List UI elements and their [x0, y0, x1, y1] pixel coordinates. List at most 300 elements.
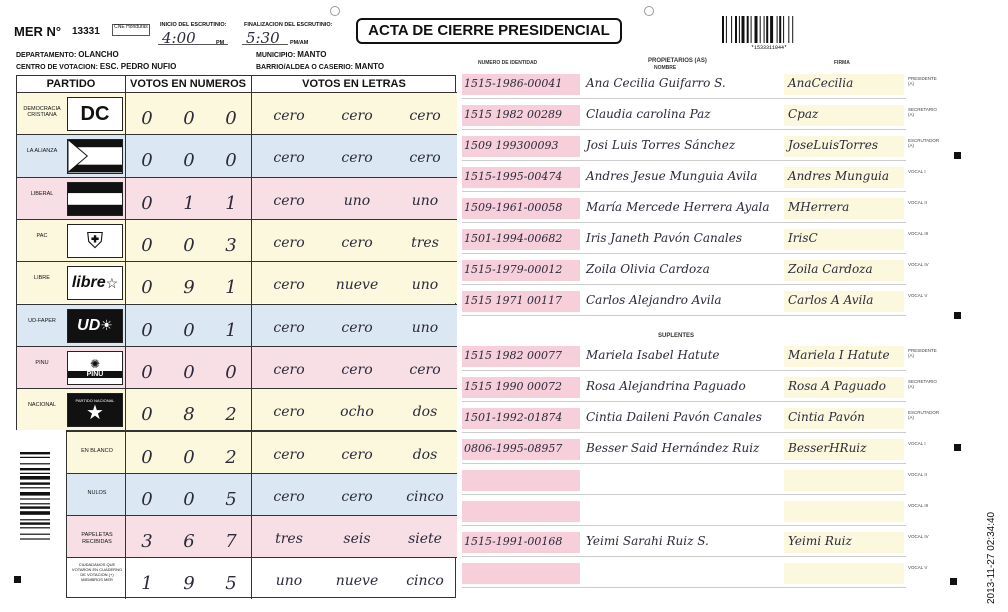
- vote-digit: 0: [225, 108, 237, 130]
- summary-digit: 9: [183, 573, 195, 594]
- propietarios-header: PROPIETARIOS (AS): [648, 58, 707, 64]
- party-name: LIBERAL: [30, 190, 54, 197]
- id-number: 0806-1995-08957: [464, 442, 563, 455]
- name-cell: [584, 167, 784, 188]
- party-row: [17, 346, 457, 388]
- barcode-bar: [20, 538, 50, 539]
- vote-word: cero: [341, 108, 373, 125]
- id-number: 1501-1992-01874: [464, 411, 563, 424]
- vote-digit: 0: [141, 150, 153, 172]
- barcode-bar: [20, 506, 50, 508]
- official-role: VOCAL II: [908, 200, 927, 205]
- sig-header: FIRMA: [834, 60, 850, 66]
- cne-logo: [112, 24, 150, 36]
- col-divider: [125, 431, 126, 599]
- vote-word: uno: [411, 319, 439, 336]
- vote-word: cero: [341, 235, 373, 252]
- id-number: 1509-1961-00058: [464, 201, 563, 214]
- row-line: [462, 463, 906, 464]
- vote-digit: 2: [225, 404, 237, 426]
- id-number: 1515 1982 00077: [464, 349, 562, 362]
- start-time: 4:00: [162, 29, 196, 47]
- signature-cell: [784, 167, 904, 188]
- official-role: VOCAL IV: [908, 534, 929, 539]
- barcode-bar: [20, 473, 50, 474]
- official-role: VOCAL III: [908, 231, 929, 236]
- signature: Cintia Pavón: [788, 410, 865, 424]
- registration-mark: [950, 578, 957, 585]
- vote-word: ocho: [340, 404, 374, 421]
- official-name: Claudia carolina Paz: [586, 107, 711, 121]
- barcode-bar: [766, 16, 768, 43]
- vote-digit: 0: [141, 235, 153, 257]
- summary-word: siete: [408, 531, 442, 547]
- summary-word: dos: [412, 447, 438, 463]
- punch-hole: [644, 6, 654, 16]
- barcode-bar: [735, 16, 737, 43]
- id-cell: [462, 167, 580, 188]
- name-cell: [584, 198, 784, 219]
- row-line: [462, 222, 906, 223]
- signature-cell: [784, 532, 904, 553]
- dc-logo-text: DC: [80, 102, 110, 125]
- vote-word: cero: [341, 150, 373, 167]
- row-line: [462, 432, 906, 433]
- signature: Rosa A Paguado: [788, 379, 887, 393]
- end-time: 5:30: [246, 29, 280, 47]
- official-name: Rosa Alejandrina Paguado: [586, 379, 746, 393]
- id-number: 1515 1982 00289: [464, 108, 562, 121]
- id-cell: [462, 563, 580, 584]
- vote-word: cero: [341, 319, 373, 336]
- official-role: ESCRUTADOR (A): [908, 138, 940, 148]
- signature-cell: [784, 74, 904, 95]
- signature-cell: [784, 408, 904, 429]
- vote-digit: 0: [141, 361, 153, 383]
- registration-mark: [954, 152, 961, 159]
- barcode-bar: [20, 527, 50, 528]
- official-name: Zoila Olivia Cardoza: [586, 262, 710, 276]
- official-name: Mariela Isabel Hatute: [586, 348, 720, 362]
- signature: AnaCecilia: [788, 76, 854, 90]
- vote-word: cero: [273, 150, 305, 167]
- summary-name: CIUDADANOS QUE VOTARON EN CUADERNO DE VOTACION (+) MIEMBROS MER: [71, 562, 123, 582]
- name-cell: [584, 563, 784, 584]
- vote-digit: 1: [225, 319, 237, 341]
- party-name: DEMOCRACIA CRISTIANA: [23, 106, 61, 119]
- summary-digit: 2: [225, 447, 237, 468]
- summary-word: nueve: [335, 573, 379, 589]
- vote-digit: 0: [225, 150, 237, 172]
- vote-digit: 0: [183, 108, 195, 130]
- official-role: SECRETARIO (A): [908, 379, 937, 389]
- row-line: [462, 587, 906, 588]
- barcode-bar: [20, 498, 50, 499]
- official-role: VOCAL V: [908, 293, 928, 298]
- id-cell: [462, 408, 580, 429]
- official-name: Besser Said Hernández Ruiz: [586, 441, 760, 455]
- vote-digit: 0: [141, 108, 153, 130]
- signature: Andres Munguia: [788, 169, 890, 183]
- name-cell: [584, 501, 784, 522]
- signature: IrisC: [788, 231, 818, 245]
- municipio-label: MUNICIPIO:: [256, 52, 296, 59]
- party-name: LIBRE: [34, 275, 50, 282]
- id-cell: [462, 105, 580, 126]
- id-cell: [462, 291, 580, 312]
- name-cell: [584, 346, 784, 367]
- partido-header: PARTIDO: [46, 78, 96, 90]
- signature: MHerrera: [788, 200, 850, 214]
- name-cell: [584, 74, 784, 95]
- start-suffix: PM: [216, 40, 225, 46]
- barcode-bar: [20, 482, 50, 484]
- vote-digit: 1: [225, 277, 237, 299]
- ud-logo-text: UD: [77, 316, 101, 334]
- id-header: NUMERO DE IDENTIDAD: [478, 60, 538, 66]
- page-title: ACTA DE CIERRE PRESIDENCIAL: [356, 18, 622, 44]
- officials-section: [458, 56, 940, 596]
- official-role: VOCAL III: [908, 503, 929, 508]
- barcode-bar: [20, 476, 50, 480]
- vote-digit: 0: [141, 192, 153, 214]
- official-name: Josi Luis Torres Sánchez: [586, 138, 736, 152]
- votos-numeros-header: VOTOS EN NUMEROS: [130, 78, 246, 90]
- pac-shield-icon: ⛨: [86, 228, 104, 254]
- vote-word: cero: [409, 361, 441, 378]
- summary-digit: 3: [141, 531, 153, 552]
- vote-word: cero: [409, 108, 441, 125]
- name-cell: [584, 229, 784, 250]
- row-line: [462, 284, 906, 285]
- vote-digit: 0: [183, 319, 195, 341]
- id-cell: [462, 377, 580, 398]
- barcode-number: *1533311044*: [750, 45, 788, 50]
- id-cell: [462, 346, 580, 367]
- official-name: Ana Cecilia Guifarro S.: [586, 76, 726, 90]
- official-role: ESCRUTADOR (A): [908, 410, 940, 420]
- vote-digit: 0: [141, 277, 153, 299]
- party-name: UD-FAPER: [28, 317, 56, 324]
- signature-cell: [784, 291, 904, 312]
- vote-word: dos: [412, 404, 438, 421]
- registration-mark: [954, 312, 961, 319]
- vote-word: cero: [273, 319, 305, 336]
- barcode: [722, 16, 817, 50]
- official-name: Carlos Alejandro Avila: [586, 293, 722, 307]
- party-logo: [67, 266, 123, 300]
- municipio-value: MANTO: [297, 50, 327, 59]
- row-line: [462, 191, 906, 192]
- party-logo: [67, 309, 123, 343]
- name-cell: [584, 136, 784, 157]
- barcode-bar: [20, 519, 50, 520]
- signature-cell: [784, 470, 904, 491]
- official-name: Iris Janeth Pavón Canales: [586, 231, 742, 245]
- row-line: [462, 253, 906, 254]
- signature: Cpaz: [788, 107, 819, 121]
- name-cell: [584, 439, 784, 460]
- pinu-emblem-icon: ✺: [89, 357, 101, 372]
- barcode-bar: [20, 452, 50, 454]
- barcode-bar: [20, 534, 50, 535]
- barcode-bar: [20, 503, 50, 504]
- vote-word: uno: [411, 277, 439, 294]
- barcode-bar: [783, 16, 784, 43]
- id-number: 1515 1990 00072: [464, 380, 562, 393]
- col-divider: [125, 76, 126, 431]
- barcode-bar: [792, 16, 793, 43]
- side-barcode: [20, 452, 60, 570]
- summary-digit: 6: [183, 531, 195, 552]
- signature-cell: [784, 198, 904, 219]
- id-cell: [462, 439, 580, 460]
- signature-cell: [784, 377, 904, 398]
- row-line: [462, 525, 906, 526]
- id-cell: [462, 260, 580, 281]
- row-line: [462, 370, 906, 371]
- official-role: VOCAL II: [908, 472, 927, 477]
- summary-word: cinco: [406, 573, 444, 589]
- departamento-value: OLANCHO: [78, 50, 119, 59]
- col-divider: [251, 431, 252, 599]
- summary-digit: 7: [225, 531, 237, 552]
- end-suffix: PM/AM: [290, 40, 309, 46]
- party-logo: [67, 139, 123, 173]
- centro-label: CENTRO DE VOTACION:: [16, 64, 98, 71]
- party-logo: [67, 182, 123, 216]
- barcode-bar: [755, 16, 758, 43]
- barcode-bar: [20, 463, 50, 464]
- vote-word: cero: [273, 404, 305, 421]
- start-label: INICIO DEL ESCRUTINIO:: [160, 22, 227, 28]
- signature-cell: [784, 501, 904, 522]
- name-cell: [584, 377, 784, 398]
- row-line: [462, 494, 906, 495]
- barcode-bar: [20, 492, 50, 496]
- official-name: Yeimi Sarahi Ruiz S.: [586, 534, 709, 548]
- official-name: María Mercede Herrera Ayala: [586, 200, 770, 214]
- summary-digit: 0: [183, 447, 195, 468]
- barcode-bar: [770, 16, 773, 43]
- vote-digit: 0: [183, 361, 195, 383]
- vote-word: cero: [273, 361, 305, 378]
- barcode-bar: [726, 16, 727, 43]
- star-icon: ☆: [105, 274, 119, 291]
- alianza-flag-icon: [68, 139, 122, 173]
- departamento-label: DEPARTAMENTO:: [16, 52, 77, 59]
- vote-digit: 3: [225, 235, 237, 257]
- id-cell: [462, 501, 580, 522]
- barcode-bar: [739, 16, 740, 43]
- id-cell: [462, 136, 580, 157]
- summary-word: cinco: [406, 489, 444, 505]
- vote-digit: 1: [225, 192, 237, 214]
- row-line: [462, 315, 906, 316]
- vote-word: cero: [341, 361, 373, 378]
- row-line: [462, 160, 906, 161]
- name-cell: [584, 291, 784, 312]
- summary-word: tres: [275, 531, 303, 547]
- signature: BesserHRuiz: [788, 441, 867, 455]
- official-role: SECRETARIO (A): [908, 107, 937, 117]
- official-role: PRESIDENTE (A): [908, 76, 937, 86]
- barcode-bar: [20, 457, 50, 458]
- summary-word: cero: [273, 489, 305, 505]
- party-name: PINU: [35, 359, 49, 366]
- registration-mark: [954, 444, 961, 451]
- liberal-flag-icon: [68, 182, 122, 216]
- party-row: [17, 134, 457, 176]
- row-line: [462, 401, 906, 402]
- id-cell: [462, 229, 580, 250]
- barrio-label: BARRIO/ALDEA O CASERIO:: [256, 64, 353, 71]
- vote-digit: 8: [183, 404, 195, 426]
- party-name: NACIONAL: [27, 402, 57, 409]
- barcode-bar: [788, 16, 789, 43]
- vote-word: uno: [411, 192, 439, 209]
- summary-digit: 0: [183, 489, 195, 510]
- summary-table: [66, 430, 456, 598]
- party-row: [17, 177, 457, 219]
- id-number: 1515-1995-00474: [464, 170, 563, 183]
- summary-digit: 5: [225, 489, 237, 510]
- signature-cell: [784, 136, 904, 157]
- official-role: PRESIDENTE (A): [908, 348, 937, 358]
- summary-name: NULOS: [87, 490, 107, 496]
- id-cell: [462, 198, 580, 219]
- barcode-bar: [731, 16, 732, 43]
- signature: Carlos A Avila: [788, 293, 874, 307]
- party-row: [17, 388, 457, 430]
- name-cell: [584, 470, 784, 491]
- vote-word: tres: [411, 235, 439, 252]
- signature: Yeimi Ruiz: [788, 534, 852, 548]
- id-number: 1501-1994-00682: [464, 232, 563, 245]
- signature-cell: [784, 563, 904, 584]
- suplentes-header: SUPLENTES: [658, 333, 695, 339]
- party-row: [17, 261, 457, 303]
- barcode-bar: [20, 511, 50, 515]
- star-icon: ★: [86, 401, 104, 424]
- id-number: 1509 199300093: [464, 139, 559, 152]
- vote-word: cero: [273, 235, 305, 252]
- official-name: Andres Jesue Munguia Avila: [586, 169, 758, 183]
- signature: JoseLuisTorres: [788, 138, 879, 152]
- party-logo: [67, 351, 123, 385]
- id-cell: [462, 74, 580, 95]
- barcode-bar: [764, 16, 765, 43]
- barcode-bar: [20, 522, 50, 524]
- party-name: PAC: [36, 233, 48, 240]
- row-line: [462, 556, 906, 557]
- party-row: [17, 304, 457, 346]
- barcode-bar: [742, 16, 745, 43]
- vote-word: nueve: [335, 277, 379, 294]
- name-header: NOMBRE: [654, 65, 677, 71]
- summary-digit: 1: [141, 573, 153, 594]
- mer-label: MER N°: [14, 24, 62, 39]
- signature-cell: [784, 260, 904, 281]
- name-cell: [584, 260, 784, 281]
- party-row: [17, 92, 457, 134]
- nacional-logo-text: PARTIDO NACIONAL: [75, 397, 115, 403]
- barcode-bar: [747, 16, 749, 43]
- official-role: VOCAL V: [908, 565, 928, 570]
- end-underline: [242, 44, 288, 45]
- id-number: 1515-1986-00041: [464, 77, 563, 90]
- row-line: [462, 129, 906, 130]
- vote-digit: 0: [183, 235, 195, 257]
- signature-cell: [784, 229, 904, 250]
- party-logo: [67, 224, 123, 258]
- barcode-bar: [779, 16, 781, 43]
- sun-icon: ☀: [100, 317, 113, 334]
- vote-digit: 0: [141, 404, 153, 426]
- votos-letras-header: VOTOS EN LETRAS: [302, 78, 406, 90]
- col-divider: [251, 76, 252, 431]
- signature: Zoila Cardoza: [788, 262, 873, 276]
- cne-logo-text: CNE Honduras: [114, 24, 148, 30]
- vote-digit: 0: [183, 150, 195, 172]
- vote-digit: 0: [225, 361, 237, 383]
- signature-cell: [784, 439, 904, 460]
- vote-word: cero: [273, 192, 305, 209]
- vote-word: cero: [273, 108, 305, 125]
- party-row: [17, 219, 457, 261]
- signature-cell: [784, 105, 904, 126]
- name-cell: [584, 105, 784, 126]
- vote-digit: 0: [141, 319, 153, 341]
- barcode-bar: [760, 16, 761, 43]
- vote-digit: 1: [183, 192, 195, 214]
- signature: Mariela I Hatute: [788, 348, 890, 362]
- votes-table: [16, 75, 456, 430]
- libre-logo-text: libre: [71, 274, 106, 292]
- mer-number: 13331: [72, 26, 100, 37]
- summary-name: PAPELETAS RECIBIDAS: [81, 532, 113, 545]
- official-name: Cintia Daileni Pavón Canales: [586, 410, 762, 424]
- vote-word: cero: [409, 150, 441, 167]
- registration-mark: [14, 576, 21, 583]
- barcode-bar: [20, 487, 50, 488]
- vote-word: uno: [343, 192, 371, 209]
- summary-word: cero: [341, 447, 373, 463]
- summary-word: seis: [343, 531, 371, 547]
- party-logo: [67, 393, 123, 427]
- signature-cell: [784, 346, 904, 367]
- barcode-bar: [751, 16, 752, 43]
- official-role: VOCAL IV: [908, 262, 929, 267]
- row-line: [462, 98, 906, 99]
- party-name: LA ALIANZA: [26, 148, 58, 155]
- pinu-logo-text: PINU: [68, 371, 122, 378]
- summary-word: uno: [275, 573, 303, 589]
- datestamp: 2013-11-27 02:34:40: [986, 511, 997, 604]
- id-number: 1515 1971 00117: [464, 294, 562, 307]
- barrio-value: MANTO: [354, 62, 385, 71]
- id-cell: [462, 470, 580, 491]
- id-cell: [462, 532, 580, 553]
- vote-digit: 9: [183, 277, 195, 299]
- summary-name: EN BLANCO: [81, 448, 113, 454]
- summary-digit: 0: [141, 447, 153, 468]
- barcode-bar: [777, 16, 778, 43]
- end-label: FINALIZACION DEL ESCRUTINIO:: [244, 22, 333, 28]
- punch-hole: [330, 6, 340, 16]
- id-number: 1515-1979-00012: [464, 263, 563, 276]
- barcode-bar: [20, 468, 50, 470]
